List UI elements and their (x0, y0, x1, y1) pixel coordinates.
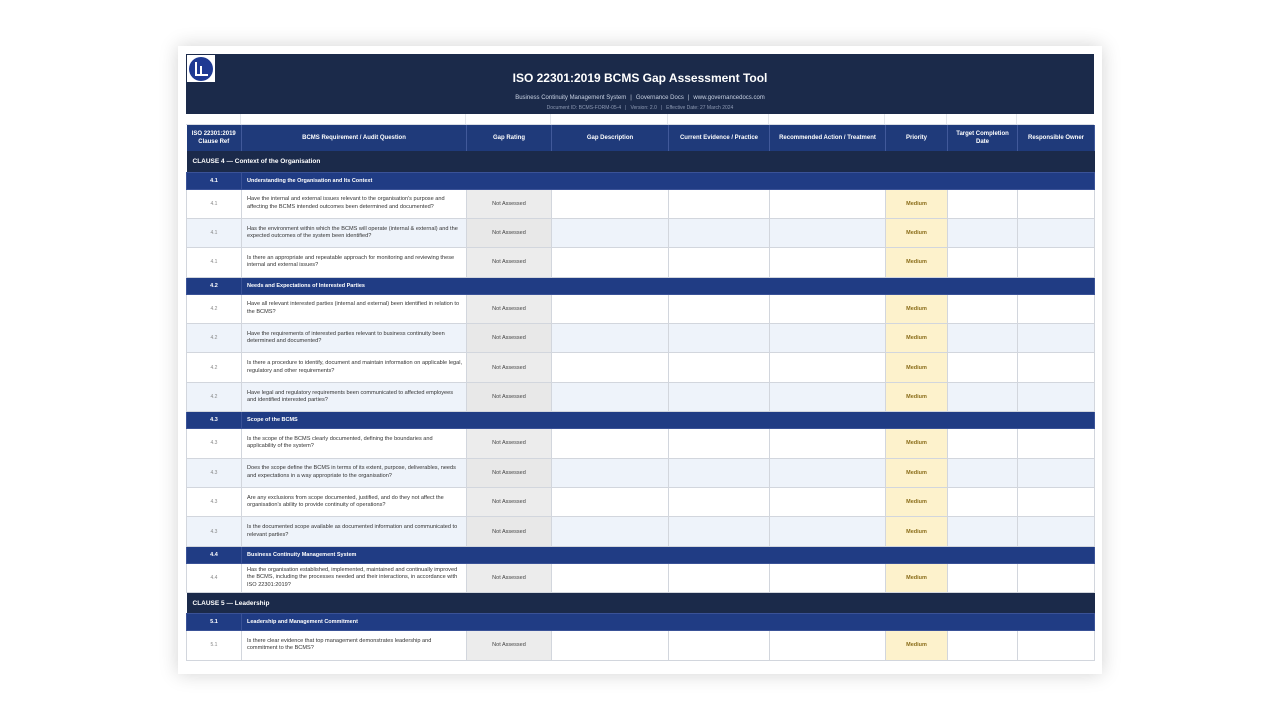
subclause-title: Understanding the Organisation and Its Context (242, 172, 1095, 189)
audit-question-cell: Has the organisation established, implemented, maintained and continually improved the BCMS, including the processes needed and their interactions, in accordance with ISO 22301:2019? (242, 563, 467, 592)
priority-select[interactable]: Medium (886, 218, 948, 247)
clause-title: CLAUSE 4 — Context of the Organisation (187, 151, 1095, 172)
subclause-title: Scope of the BCMS (242, 412, 1095, 429)
priority-select[interactable]: Medium (886, 294, 948, 323)
table-row (187, 517, 1095, 546)
audit-question-cell: Have legal and regulatory requirements been communicated to affected employees and identified interested parties? (242, 382, 467, 411)
current-evidence-cell[interactable] (669, 189, 770, 218)
responsible-owner-cell[interactable] (1018, 429, 1095, 458)
table-row (187, 248, 1095, 277)
document-subtitle: Business Continuity Management System | Governance Docs | www.governancedocs.com (515, 95, 765, 101)
target-date-cell[interactable] (948, 563, 1018, 592)
subtitle-website[interactable]: www.governancedocs.com (693, 95, 765, 101)
table-row (187, 382, 1095, 411)
column-header: Gap Description (552, 125, 669, 151)
document-header (186, 54, 1094, 114)
column-header: Priority (886, 125, 948, 151)
clause-ref-cell: 4.2 (187, 324, 242, 353)
current-evidence-cell[interactable] (669, 218, 770, 247)
gap-rating-select[interactable]: Not Assessed (467, 488, 552, 517)
recommended-action-cell[interactable] (770, 563, 886, 592)
meta-doc-id: Document ID: BCMS-FORM-05-4 (546, 105, 622, 111)
table-row (187, 189, 1095, 218)
responsible-owner-cell[interactable] (1018, 382, 1095, 411)
gap-description-cell[interactable] (552, 324, 669, 353)
gap-rating-select[interactable]: Not Assessed (467, 631, 552, 660)
document-meta: Document ID: BCMS-FORM-05-4 | Version: 2.0 | Effective Date: 27 March 2024 (546, 105, 734, 111)
audit-question-cell: Have the requirements of interested parties relevant to business continuity been determined and documented? (242, 324, 467, 353)
gap-rating-select[interactable]: Not Assessed (467, 248, 552, 277)
audit-question-cell: Is the documented scope available as documented information and communicated to relevant parties? (242, 517, 467, 546)
gap-description-cell[interactable] (552, 218, 669, 247)
gap-description-cell[interactable] (552, 488, 669, 517)
clause-ref-cell: 4.2 (187, 382, 242, 411)
document-title: ISO 22301:2019 BCMS Gap Assessment Tool (512, 71, 768, 85)
gap-assessment-table (186, 125, 1095, 661)
target-date-cell[interactable] (948, 429, 1018, 458)
subclause-row (187, 412, 1095, 429)
priority-select[interactable]: Medium (886, 189, 948, 218)
gap-rating-select[interactable]: Not Assessed (467, 382, 552, 411)
table-row (187, 218, 1095, 247)
subtitle-brand: Governance Docs (635, 95, 684, 101)
current-evidence-cell[interactable] (669, 353, 770, 382)
target-date-cell[interactable] (948, 294, 1018, 323)
gap-rating-select[interactable]: Not Assessed (467, 218, 552, 247)
gap-rating-select[interactable]: Not Assessed (467, 517, 552, 546)
clause-ref-cell: 4.3 (187, 517, 242, 546)
recommended-action-cell[interactable] (770, 517, 886, 546)
gap-description-cell[interactable] (552, 189, 669, 218)
audit-question-cell: Have the internal and external issues relevant to the organisation's purpose and affecting the BCMS intended outcomes been determined and documented? (242, 189, 467, 218)
responsible-owner-cell[interactable] (1018, 353, 1095, 382)
recommended-action-cell[interactable] (770, 218, 886, 247)
clause-ref-cell: 4.3 (187, 488, 242, 517)
current-evidence-cell[interactable] (669, 248, 770, 277)
recommended-action-cell[interactable] (770, 294, 886, 323)
recommended-action-cell[interactable] (770, 458, 886, 487)
column-header: Target Completion Date (948, 125, 1018, 151)
clause-ref-cell: 4.2 (187, 294, 242, 323)
responsible-owner-cell[interactable] (1018, 324, 1095, 353)
recommended-action-cell[interactable] (770, 324, 886, 353)
gap-rating-select[interactable]: Not Assessed (467, 353, 552, 382)
subclause-ref: 5.1 (187, 614, 242, 631)
target-date-cell[interactable] (948, 517, 1018, 546)
column-header-row (187, 125, 1095, 151)
recommended-action-cell[interactable] (770, 382, 886, 411)
column-header: Recommended Action / Treatment (770, 125, 886, 151)
priority-select[interactable]: Medium (886, 517, 948, 546)
subclause-ref: 4.2 (187, 277, 242, 294)
clause-ref-cell: 4.1 (187, 189, 242, 218)
clause-ref-cell: 4.3 (187, 458, 242, 487)
recommended-action-cell[interactable] (770, 189, 886, 218)
current-evidence-cell[interactable] (669, 517, 770, 546)
priority-select[interactable]: Medium (886, 488, 948, 517)
subclause-row (187, 546, 1095, 563)
gap-description-cell[interactable] (552, 294, 669, 323)
gap-rating-select[interactable]: Not Assessed (467, 294, 552, 323)
gap-rating-select[interactable]: Not Assessed (467, 324, 552, 353)
column-header: Responsible Owner (1018, 125, 1095, 151)
audit-question-cell: Does the scope define the BCMS in terms of its extent, purpose, deliverables, needs and expectations in a way appropriate to the organisation? (242, 458, 467, 487)
priority-select[interactable]: Medium (886, 631, 948, 660)
gap-rating-select[interactable]: Not Assessed (467, 189, 552, 218)
table-row (187, 429, 1095, 458)
gap-description-cell[interactable] (552, 517, 669, 546)
current-evidence-cell[interactable] (669, 429, 770, 458)
gap-rating-select[interactable]: Not Assessed (467, 429, 552, 458)
table-row (187, 458, 1095, 487)
subclause-ref: 4.3 (187, 412, 242, 429)
gap-description-cell[interactable] (552, 458, 669, 487)
clause-row (187, 593, 1095, 614)
clause-ref-cell: 4.2 (187, 353, 242, 382)
clause-ref-cell: 4.3 (187, 429, 242, 458)
table-row (187, 353, 1095, 382)
recommended-action-cell[interactable] (770, 429, 886, 458)
audit-question-cell: Have all relevant interested parties (internal and external) been identified in relation to the BCMS? (242, 294, 467, 323)
target-date-cell[interactable] (948, 324, 1018, 353)
meta-version: Version: 2.0 (630, 105, 657, 111)
gap-rating-select[interactable]: Not Assessed (467, 458, 552, 487)
subclause-row (187, 614, 1095, 631)
table-row (187, 488, 1095, 517)
target-date-cell[interactable] (948, 382, 1018, 411)
clause-row (187, 151, 1095, 172)
responsible-owner-cell[interactable] (1018, 248, 1095, 277)
target-date-cell[interactable] (948, 488, 1018, 517)
table-row (187, 631, 1095, 660)
table-row (187, 563, 1095, 592)
column-header: BCMS Requirement / Audit Question (242, 125, 467, 151)
responsible-owner-cell[interactable] (1018, 563, 1095, 592)
priority-select[interactable]: Medium (886, 248, 948, 277)
gap-description-cell[interactable] (552, 353, 669, 382)
target-date-cell[interactable] (948, 631, 1018, 660)
gap-description-cell[interactable] (552, 429, 669, 458)
subclause-row (187, 277, 1095, 294)
recommended-action-cell[interactable] (770, 353, 886, 382)
subclause-row (187, 172, 1095, 189)
target-date-cell[interactable] (948, 353, 1018, 382)
clause-title: CLAUSE 5 — Leadership (187, 593, 1095, 614)
column-header: Current Evidence / Practice (669, 125, 770, 151)
audit-question-cell: Are any exclusions from scope documented, justified, and do they not affect the organisation's ability to provide continuity of operations? (242, 488, 467, 517)
subclause-title: Leadership and Management Commitment (242, 614, 1095, 631)
responsible-owner-cell[interactable] (1018, 458, 1095, 487)
clause-ref-cell: 4.4 (187, 563, 242, 592)
current-evidence-cell[interactable] (669, 563, 770, 592)
current-evidence-cell[interactable] (669, 631, 770, 660)
recommended-action-cell[interactable] (770, 248, 886, 277)
column-header: Gap Rating (467, 125, 552, 151)
column-header: ISO 22301:2019 Clause Ref (187, 125, 242, 151)
table-row (187, 294, 1095, 323)
subtitle-system: Business Continuity Management System (515, 95, 627, 101)
priority-select[interactable]: Medium (886, 324, 948, 353)
target-date-cell[interactable] (948, 248, 1018, 277)
clause-ref-cell: 4.1 (187, 248, 242, 277)
priority-select[interactable]: Medium (886, 353, 948, 382)
responsible-owner-cell[interactable] (1018, 218, 1095, 247)
audit-question-cell: Is there an appropriate and repeatable approach for monitoring and reviewing these internal and external issues? (242, 248, 467, 277)
recommended-action-cell[interactable] (770, 488, 886, 517)
priority-select[interactable]: Medium (886, 458, 948, 487)
gap-rating-select[interactable]: Not Assessed (467, 563, 552, 592)
clause-ref-cell: 4.1 (187, 218, 242, 247)
gap-description-cell[interactable] (552, 382, 669, 411)
table-row (187, 324, 1095, 353)
blank-row (186, 114, 1094, 125)
spreadsheet (186, 54, 1094, 661)
responsible-owner-cell[interactable] (1018, 488, 1095, 517)
subclause-title: Business Continuity Management System (242, 546, 1095, 563)
priority-select[interactable]: Medium (886, 563, 948, 592)
gap-description-cell[interactable] (552, 631, 669, 660)
responsible-owner-cell[interactable] (1018, 517, 1095, 546)
current-evidence-cell[interactable] (669, 458, 770, 487)
recommended-action-cell[interactable] (770, 631, 886, 660)
responsible-owner-cell[interactable] (1018, 294, 1095, 323)
target-date-cell[interactable] (948, 458, 1018, 487)
audit-question-cell: Is there a procedure to identify, document and maintain information on applicable legal, regulatory and other requirements? (242, 353, 467, 382)
priority-select[interactable]: Medium (886, 382, 948, 411)
gap-description-cell[interactable] (552, 563, 669, 592)
target-date-cell[interactable] (948, 189, 1018, 218)
clause-ref-cell: 5.1 (187, 631, 242, 660)
audit-question-cell: Has the environment within which the BCMS will operate (internal & external) and the expected outcomes of the system been identified? (242, 218, 467, 247)
gap-description-cell[interactable] (552, 248, 669, 277)
priority-select[interactable]: Medium (886, 429, 948, 458)
responsible-owner-cell[interactable] (1018, 189, 1095, 218)
subclause-ref: 4.1 (187, 172, 242, 189)
audit-question-cell: Is there clear evidence that top management demonstrates leadership and commitment to the BCMS? (242, 631, 467, 660)
audit-question-cell: Is the scope of the BCMS clearly documented, defining the boundaries and applicability of the system? (242, 429, 467, 458)
document-page (178, 46, 1102, 674)
current-evidence-cell[interactable] (669, 382, 770, 411)
current-evidence-cell[interactable] (669, 294, 770, 323)
responsible-owner-cell[interactable] (1018, 631, 1095, 660)
current-evidence-cell[interactable] (669, 488, 770, 517)
subclause-title: Needs and Expectations of Interested Parties (242, 277, 1095, 294)
current-evidence-cell[interactable] (669, 324, 770, 353)
subclause-ref: 4.4 (187, 546, 242, 563)
target-date-cell[interactable] (948, 218, 1018, 247)
meta-effective-date: Effective Date: 27 March 2024 (666, 105, 734, 111)
